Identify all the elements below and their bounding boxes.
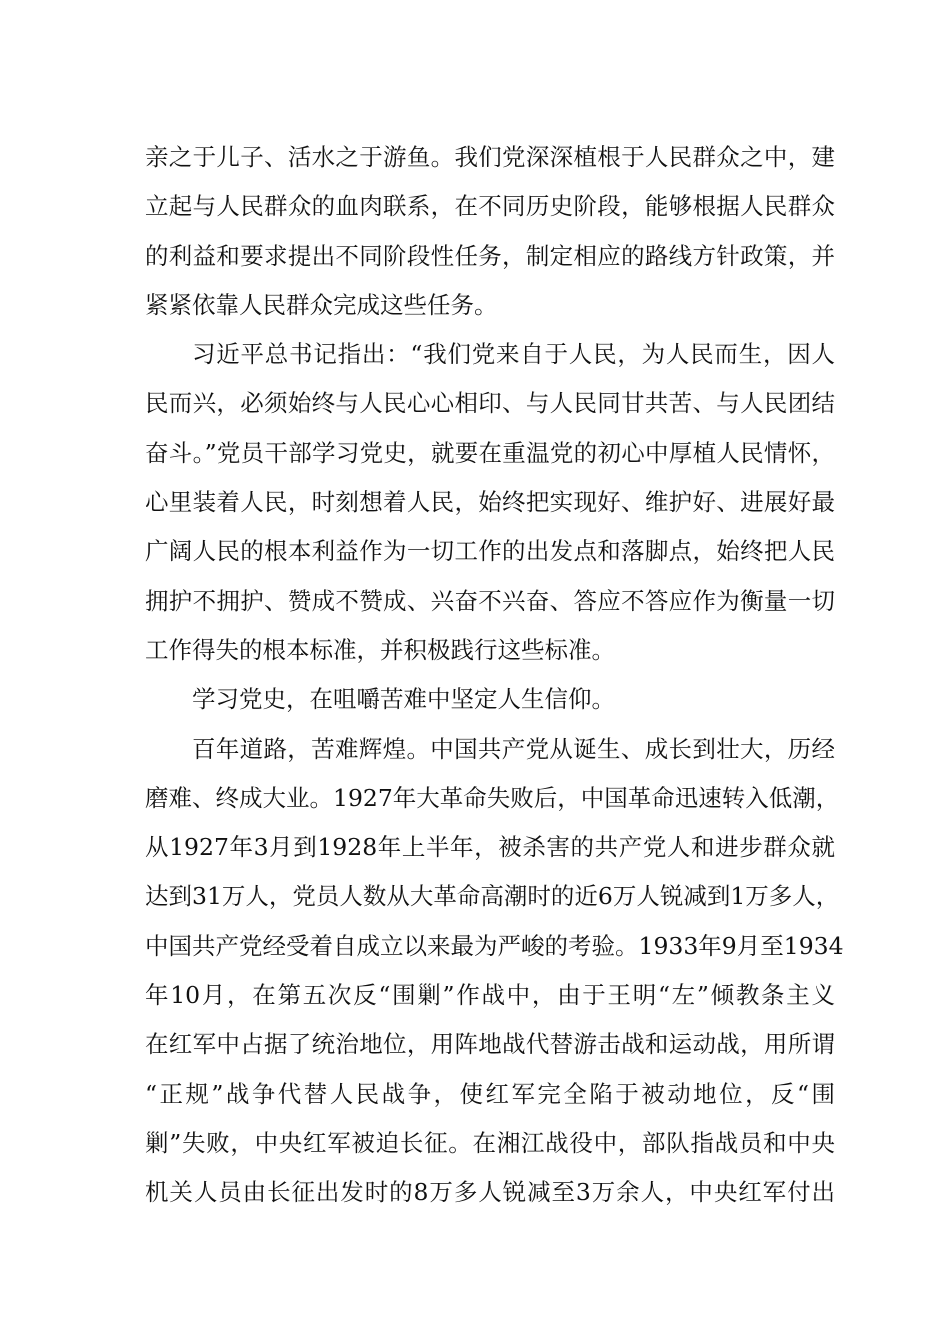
- body-text: [145, 133, 844, 1218]
- text-line: 磨难、终成大业。1927年大革命失败后，中国革命迅速转入低潮，: [145, 783, 840, 812]
- text-line: 的利益和要求提出不同阶段性任务，制定相应的路线方针政策，并: [145, 241, 835, 270]
- text-line: 紧紧依靠人民群众完成这些任务。: [145, 290, 498, 319]
- text-line: 民而兴，必须始终与人民心心相印、与人民同甘共苦、与人民团结: [145, 389, 835, 418]
- text-line: 年10月，在第五次反“围剿”作战中，由于王明“左”倾教条主义: [145, 981, 835, 1010]
- text-line: 立起与人民群众的血肉联系，在不同历史阶段，能够根据人民群众: [145, 192, 835, 221]
- paragraph-first-line: 百年道路，苦难辉煌。中国共产党从诞生、成长到壮大，历经: [192, 734, 835, 763]
- text-line: 中国共产党经受着自成立以来最为严峻的考验。1933年9月至1934: [145, 931, 844, 960]
- text-line: 亲之于儿子、活水之于游鱼。我们党深深植根于人民群众之中，建: [145, 143, 835, 171]
- text-line: 奋斗。”党员干部学习党史，就要在重温党的初心中厚植人民情怀，: [145, 438, 835, 467]
- section-heading: 学习党史，在咀嚼苦难中坚定人生信仰。: [192, 685, 615, 714]
- text-line: 在红军中占据了统治地位，用阵地战代替游击战和运动战，用所谓: [145, 1030, 835, 1059]
- text-line: 广阔人民的根本利益作为一切工作的出发点和落脚点，始终把人民: [145, 537, 835, 566]
- text-line: “正规”战争代替人民战争，使红军完全陷于被动地位，反“围: [145, 1079, 835, 1108]
- text-line: 剿”失败，中央红军被迫长征。在湘江战役中，部队指战员和中央: [145, 1128, 835, 1157]
- text-line: 工作得失的根本标准，并积极践行这些标准。: [145, 635, 615, 664]
- text-line: 达到31万人，党员人数从大革命高潮时的近6万人锐减到1万多人，: [145, 882, 840, 911]
- text-line: 从1927年3月到1928年上半年，被杀害的共产党人和进步群众就: [145, 833, 835, 862]
- paragraph-first-line: 习近平总书记指出：“我们党来自于人民，为人民而生，因人: [192, 340, 835, 369]
- text-line: 拥护不拥护、赞成不赞成、兴奋不兴奋、答应不答应作为衡量一切: [145, 586, 835, 615]
- text-line: 心里装着人民，时刻想着人民，始终把实现好、维护好、进展好最: [145, 488, 835, 517]
- text-line: 机关人员由长征出发时的8万多人锐减至3万余人，中央红军付出: [145, 1178, 835, 1207]
